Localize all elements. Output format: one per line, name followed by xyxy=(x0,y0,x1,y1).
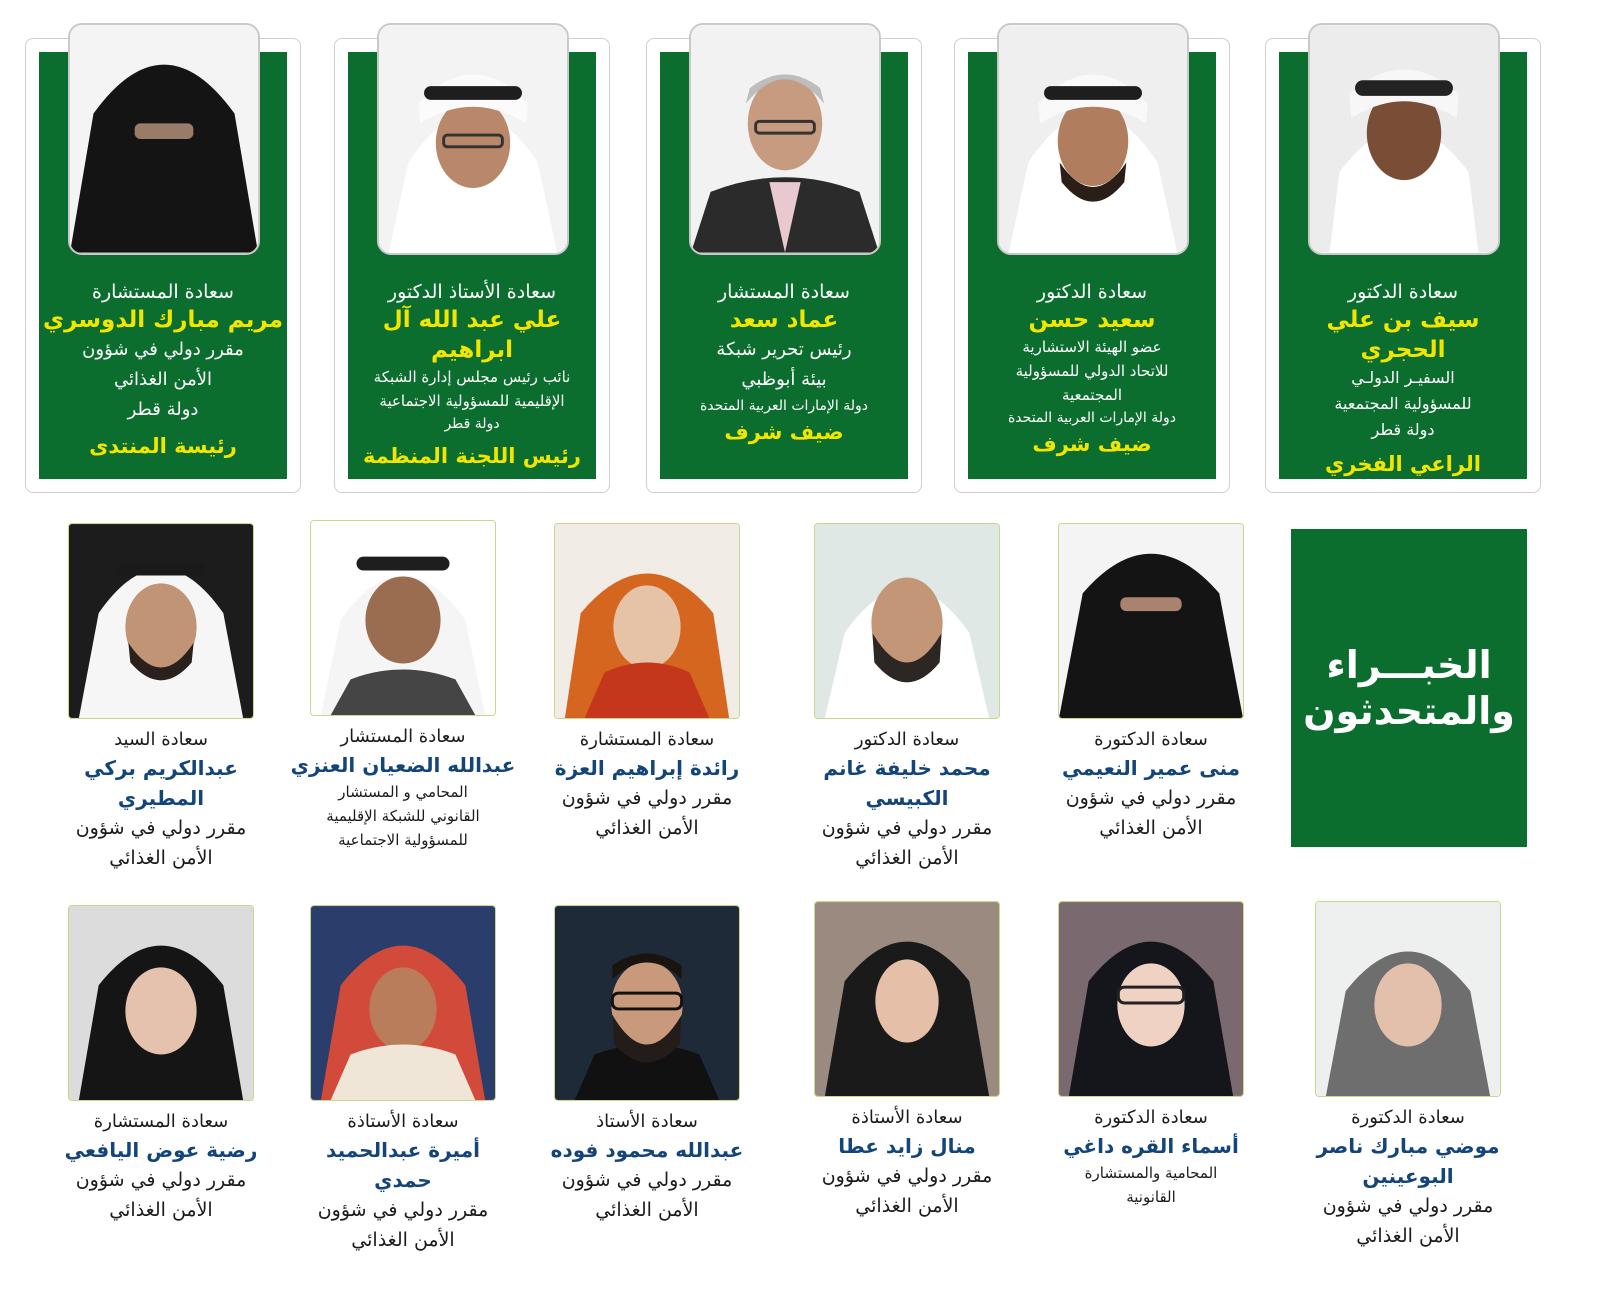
featured-card-president xyxy=(25,38,301,493)
person-photo-icon xyxy=(1316,902,1500,1096)
expert-desc-line: المحامي و المستشار xyxy=(338,783,468,801)
featured-desc-line: بيئة أبوظبي xyxy=(741,369,827,390)
expert-title: سعادة الدكتور xyxy=(854,729,960,750)
expert-photo xyxy=(554,523,740,719)
featured-title: سعادة الدكتور xyxy=(1347,281,1459,303)
featured-desc-line: للمسؤولية المجتمعية xyxy=(1334,394,1472,413)
expert-photo xyxy=(68,905,254,1101)
expert-desc-line: مقرر دولي في شؤون xyxy=(821,817,993,839)
featured-title: سعادة الأستاذ الدكتور xyxy=(387,281,557,303)
featured-role: ضيف شرف xyxy=(1032,432,1152,456)
experts-section-banner xyxy=(1291,529,1527,847)
expert-name: عبدالله محمود فوده xyxy=(550,1138,744,1162)
expert-desc-line: الأمن الغذائي xyxy=(595,1199,699,1221)
person-photo-icon xyxy=(815,524,999,718)
expert-desc-line: الأمن الغذائي xyxy=(1099,817,1203,839)
person-photo-icon xyxy=(311,906,495,1100)
expert-photo xyxy=(814,901,1000,1097)
featured-name: علي عبد الله آل ابراهيم xyxy=(382,307,562,363)
featured-country: دولة الإمارات العربية المتحدة xyxy=(1007,410,1177,426)
expert-name: عبدالله الضعيان العنزي xyxy=(290,753,516,777)
expert-title: سعادة المستشار xyxy=(340,726,466,747)
person-photo-icon xyxy=(999,25,1187,253)
featured-country: دولة قطر xyxy=(444,416,500,432)
featured-name: سيف بن علي الحجري xyxy=(1326,307,1480,363)
expert-card xyxy=(36,523,286,873)
featured-name: عماد سعد xyxy=(729,307,839,333)
expert-desc-line: الأمن الغذائي xyxy=(1356,1225,1460,1247)
featured-role: رئيس اللجنة المنظمة xyxy=(363,444,581,468)
expert-desc-line: الأمن الغذائي xyxy=(351,1229,455,1251)
featured-country: دولة قطر xyxy=(1371,420,1435,439)
person-photo-icon xyxy=(1059,902,1243,1096)
featured-desc-line: عضو الهيئة الاستشارية xyxy=(1022,338,1162,356)
expert-desc-line: القانونية xyxy=(1126,1188,1176,1206)
featured-card-organizer xyxy=(334,38,610,493)
banner-line: والمتحدثون xyxy=(1303,689,1515,733)
expert-card xyxy=(522,523,772,843)
expert-card xyxy=(782,523,1032,873)
person-photo-icon xyxy=(1310,25,1498,253)
expert-desc-line: الأمن الغذائي xyxy=(855,847,959,869)
expert-photo xyxy=(1315,901,1501,1097)
expert-desc-line: مقرر دولي في شؤون xyxy=(75,817,247,839)
expert-desc-line: مقرر دولي في شؤون xyxy=(1322,1195,1494,1217)
expert-name: محمد خليفة غانم xyxy=(823,756,991,780)
featured-card-guest xyxy=(954,38,1230,493)
featured-photo xyxy=(1308,23,1500,255)
person-photo-icon xyxy=(691,25,879,253)
expert-photo xyxy=(1058,901,1244,1097)
expert-title: سعادة المستشارة xyxy=(93,1111,229,1132)
expert-photo xyxy=(814,523,1000,719)
expert-desc-line: مقرر دولي في شؤون xyxy=(821,1165,993,1187)
expert-desc-line: القانوني للشبكة الإقليمية xyxy=(326,807,480,825)
banner-line: الخبـــراء xyxy=(1326,643,1492,687)
expert-card xyxy=(36,905,286,1225)
expert-card xyxy=(1026,901,1276,1209)
featured-desc-line: السفيـر الدولـي xyxy=(1351,368,1455,387)
expert-name: حمدي xyxy=(374,1168,432,1192)
person-photo-icon xyxy=(311,521,495,715)
expert-desc-line: للمسؤولية الاجتماعية xyxy=(338,831,468,849)
expert-photo xyxy=(310,520,496,716)
person-photo-icon xyxy=(1059,524,1243,718)
featured-photo xyxy=(68,23,260,255)
expert-desc-line: المحامية والمستشارة xyxy=(1084,1164,1218,1182)
expert-photo xyxy=(310,905,496,1101)
expert-name: رائدة إبراهيم العزة xyxy=(554,756,740,780)
expert-name: الكبيسي xyxy=(865,786,949,810)
expert-name: موضي مبارك ناصر xyxy=(1316,1134,1500,1158)
expert-title: سعادة الدكتورة xyxy=(1094,1107,1208,1128)
person-photo-icon xyxy=(379,25,567,253)
featured-role: ضيف شرف xyxy=(724,420,844,444)
expert-photo xyxy=(68,523,254,719)
expert-desc-line: الأمن الغذائي xyxy=(855,1195,959,1217)
featured-desc-line: المجتمعية xyxy=(1061,386,1123,404)
expert-desc-line: مقرر دولي في شؤون xyxy=(561,787,733,809)
expert-name: عبدالكريم بركي xyxy=(84,756,238,780)
expert-card xyxy=(522,905,772,1225)
featured-desc-line: الإقليمية للمسؤولية الاجتماعية xyxy=(379,392,565,410)
featured-desc-line: رئيس تحرير شبكة xyxy=(716,339,852,360)
person-photo-icon xyxy=(69,906,253,1100)
person-photo-icon xyxy=(555,524,739,718)
person-photo-icon xyxy=(555,906,739,1100)
featured-title: سعادة المستشارة xyxy=(92,281,234,303)
featured-desc-line: نائب رئيس مجلس إدارة الشبكة xyxy=(373,368,571,386)
expert-title: سعادة الأستاذ xyxy=(596,1111,698,1132)
expert-card xyxy=(278,905,528,1255)
featured-country: دولة الإمارات العربية المتحدة xyxy=(699,398,869,414)
expert-title: سعادة السيد xyxy=(114,729,208,750)
expert-card xyxy=(782,901,1032,1221)
expert-card xyxy=(1283,901,1533,1251)
expert-name: رضية عوض اليافعي xyxy=(64,1138,258,1162)
featured-card-guest xyxy=(646,38,922,493)
expert-desc-line: الأمن الغذائي xyxy=(109,1199,213,1221)
featured-name: سعيد حسن xyxy=(1028,307,1156,333)
expert-photo xyxy=(1058,523,1244,719)
featured-photo xyxy=(689,23,881,255)
featured-title: سعادة المستشار xyxy=(718,281,850,303)
expert-card xyxy=(278,520,528,852)
expert-name: أميرة عبدالحميد xyxy=(326,1138,480,1162)
expert-desc-line: الأمن الغذائي xyxy=(109,847,213,869)
expert-desc-line: الأمن الغذائي xyxy=(595,817,699,839)
expert-photo xyxy=(554,905,740,1101)
expert-title: سعادة الأستاذة xyxy=(347,1111,459,1132)
featured-country: دولة قطر xyxy=(127,399,199,420)
featured-title: سعادة الدكتور xyxy=(1036,281,1148,303)
featured-desc-line: مقرر دولي في شؤون xyxy=(82,339,244,360)
expert-title: سعادة الدكتورة xyxy=(1094,729,1208,750)
featured-photo xyxy=(377,23,569,255)
featured-role: رئيسة المنتدى xyxy=(89,434,237,458)
expert-card xyxy=(1026,523,1276,843)
person-photo-icon xyxy=(815,902,999,1096)
expert-title: سعادة الدكتورة xyxy=(1351,1107,1465,1128)
expert-desc-line: مقرر دولي في شؤون xyxy=(317,1199,489,1221)
featured-card-sponsor xyxy=(1265,38,1541,493)
featured-role: الراعي الفخري xyxy=(1325,452,1481,476)
expert-desc-line: مقرر دولي في شؤون xyxy=(75,1169,247,1191)
featured-desc-line: للاتحاد الدولي للمسؤولية xyxy=(1015,362,1169,380)
person-photo-icon xyxy=(69,524,253,718)
expert-title: سعادة المستشارة xyxy=(579,729,715,750)
expert-desc-line: مقرر دولي في شؤون xyxy=(561,1169,733,1191)
expert-name: البوعينين xyxy=(1362,1164,1454,1188)
expert-desc-line: مقرر دولي في شؤون xyxy=(1065,787,1237,809)
expert-name: المطيري xyxy=(117,786,205,810)
person-photo-icon xyxy=(70,25,258,253)
featured-photo xyxy=(997,23,1189,255)
featured-desc-line: الأمن الغذائي xyxy=(114,369,212,390)
expert-title: سعادة الأستاذة xyxy=(851,1107,963,1128)
expert-name: منى عمير النعيمي xyxy=(1061,756,1240,780)
expert-name: أسماء القره داغي xyxy=(1063,1134,1239,1158)
featured-name: مريم مبارك الدوسري xyxy=(43,307,283,333)
expert-name: منال زايد عطا xyxy=(838,1134,976,1158)
